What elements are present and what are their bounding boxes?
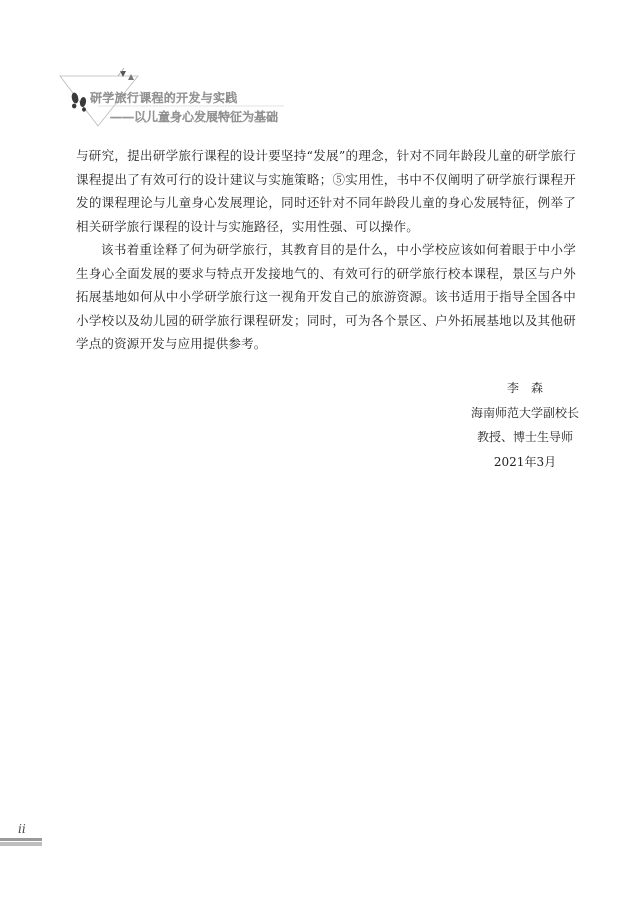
- signature-position: 海南师范大学副校长: [470, 405, 579, 420]
- footer-bar: [0, 838, 42, 846]
- signature-name: 李森: [506, 381, 555, 395]
- signature-block: [430, 376, 620, 474]
- body-text: [76, 144, 576, 356]
- page-number: ii: [18, 822, 26, 836]
- paragraph-2: 该书着重诠释了何为研学旅行，其教育目的是什么，中小学校应该如何着眼于中小学生身心全面发展的要求与特点开发接地气的、有效可行的研学旅行校本课程，景区与户外拓展基地如何从中小学研学旅行这一视角开发自己的旅游资源。该书适用于指导全国各中小学校以及幼儿园的研学旅行课程研发；同时，可为各个景区、户外拓展基地以及其他研学点的资源开发与应用提供参考。: [76, 242, 576, 351]
- running-header: [58, 68, 298, 128]
- footprints-icon: [71, 92, 87, 112]
- header-title: 研学旅行课程的开发与实践: [90, 91, 238, 105]
- signature-date: 2021年3月: [493, 454, 557, 469]
- header-subtitle: ——以儿童身心发展特征为基础: [110, 110, 279, 124]
- signature-title: 教授、博士生导师: [476, 430, 573, 444]
- paragraph-1: 与研究，提出研学旅行课程的设计要坚持“发展”的理念，针对不同年龄段儿童的研学旅行课程提出了有效可行的设计建议与实施策略；⑤实用性，书中不仅阐明了研学旅行课程开发的课程理论与儿童身心发展理论，同时还针对不同年龄段儿童的身心发展特征，例举了相关研学旅行课程的设计与实施路径，实用性强、可以操作。: [76, 148, 576, 234]
- small-triangle-icon-2: [128, 74, 134, 80]
